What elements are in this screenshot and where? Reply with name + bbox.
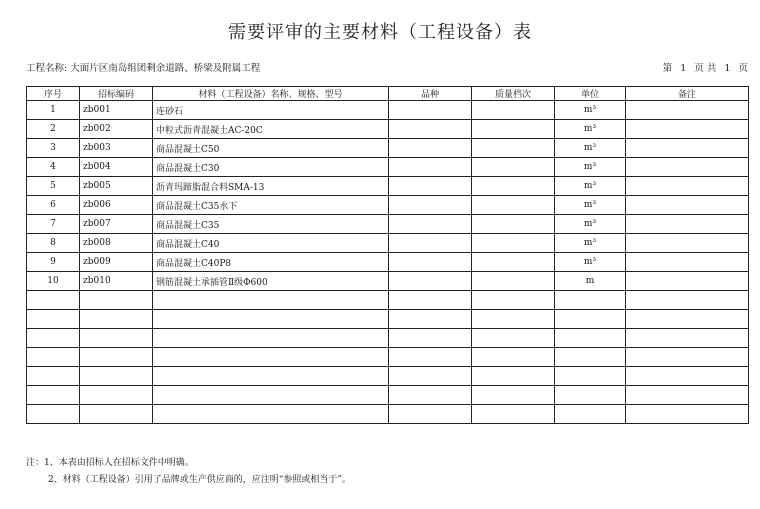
- cell-unit: m³: [555, 253, 626, 272]
- cell-unit: [555, 329, 626, 348]
- cell-no: [27, 348, 80, 367]
- cell-name: 商品混凝土C40P8: [153, 253, 389, 272]
- cell-variety: [389, 234, 472, 253]
- cell-grade: [472, 291, 555, 310]
- table-row: [27, 253, 749, 272]
- cell-no: [27, 367, 80, 386]
- cell-grade: [472, 386, 555, 405]
- cell-code: [80, 386, 153, 405]
- cell-no: 1: [27, 101, 80, 120]
- cell-no: [27, 310, 80, 329]
- cell-name: [153, 310, 389, 329]
- cell-unit: [555, 310, 626, 329]
- cell-remark: [626, 139, 749, 158]
- cell-code: [80, 367, 153, 386]
- page-mid: 页 共: [694, 63, 717, 74]
- col-header-code: 招标编码: [80, 87, 153, 101]
- cell-name: 沥青玛蹄脂混合料SMA-13: [153, 177, 389, 196]
- footnote-1: 注：1、本表由招标人在招标文件中明确。: [26, 458, 194, 468]
- cell-name: 商品混凝土C40: [153, 234, 389, 253]
- page-pre: 第: [662, 63, 673, 74]
- cell-unit: [555, 405, 626, 424]
- cell-remark: [626, 101, 749, 120]
- col-header-grade: 质量档次: [472, 87, 555, 101]
- col-header-unit: 单位: [555, 87, 626, 101]
- cell-remark: [626, 386, 749, 405]
- cell-grade: [472, 367, 555, 386]
- cell-no: 7: [27, 215, 80, 234]
- cell-code: zb002: [80, 120, 153, 139]
- table-row: [27, 139, 749, 158]
- page-post: 页: [738, 63, 748, 74]
- cell-variety: [389, 291, 472, 310]
- cell-unit: m³: [555, 139, 626, 158]
- table-row: [27, 234, 749, 253]
- cell-remark: [626, 158, 749, 177]
- cell-unit: m: [555, 272, 626, 291]
- cell-remark: [626, 291, 749, 310]
- table-row: [27, 310, 749, 329]
- cell-remark: [626, 196, 749, 215]
- cell-name: 商品混凝土C50: [153, 139, 389, 158]
- table-row: [27, 329, 749, 348]
- cell-name: [153, 386, 389, 405]
- cell-no: 10: [27, 272, 80, 291]
- cell-no: 8: [27, 234, 80, 253]
- cell-no: 3: [27, 139, 80, 158]
- table-row: [27, 291, 749, 310]
- cell-remark: [626, 272, 749, 291]
- cell-unit: [555, 291, 626, 310]
- page-number: 1: [680, 63, 687, 74]
- cell-grade: [472, 272, 555, 291]
- cell-variety: [389, 386, 472, 405]
- cell-no: 5: [27, 177, 80, 196]
- cell-name: [153, 329, 389, 348]
- cell-name: 钢筋混凝土承插管Ⅱ级Φ600: [153, 272, 389, 291]
- cell-variety: [389, 196, 472, 215]
- cell-code: zb005: [80, 177, 153, 196]
- cell-grade: [472, 310, 555, 329]
- cell-grade: [472, 139, 555, 158]
- cell-variety: [389, 177, 472, 196]
- cell-variety: [389, 101, 472, 120]
- project-name: 大面片区南岛组团剩余道路、桥梁及附属工程: [70, 63, 261, 74]
- cell-unit: m³: [555, 101, 626, 120]
- project-info: [26, 60, 260, 74]
- cell-remark: [626, 177, 749, 196]
- cell-unit: [555, 386, 626, 405]
- cell-no: [27, 386, 80, 405]
- table-row: [27, 158, 749, 177]
- cell-grade: [472, 348, 555, 367]
- cell-unit: [555, 367, 626, 386]
- table-row: [27, 215, 749, 234]
- table-header-row: [27, 87, 749, 101]
- col-header-name: 材料（工程设备）名称、规格、型号: [153, 87, 389, 101]
- cell-grade: [472, 234, 555, 253]
- cell-no: 9: [27, 253, 80, 272]
- cell-remark: [626, 310, 749, 329]
- cell-remark: [626, 215, 749, 234]
- cell-variety: [389, 329, 472, 348]
- cell-code: [80, 348, 153, 367]
- cell-name: 连砂石: [153, 101, 389, 120]
- cell-variety: [389, 253, 472, 272]
- cell-unit: m³: [555, 158, 626, 177]
- table-row: [27, 367, 749, 386]
- cell-grade: [472, 101, 555, 120]
- cell-name: [153, 291, 389, 310]
- cell-variety: [389, 367, 472, 386]
- col-header-variety: 品种: [389, 87, 472, 101]
- cell-no: 4: [27, 158, 80, 177]
- cell-code: zb001: [80, 101, 153, 120]
- cell-grade: [472, 120, 555, 139]
- cell-unit: m³: [555, 234, 626, 253]
- col-header-remark: 备注: [626, 87, 749, 101]
- cell-remark: [626, 120, 749, 139]
- cell-variety: [389, 348, 472, 367]
- cell-no: [27, 405, 80, 424]
- cell-variety: [389, 272, 472, 291]
- cell-code: [80, 291, 153, 310]
- cell-name: [153, 348, 389, 367]
- cell-code: zb006: [80, 196, 153, 215]
- cell-variety: [389, 310, 472, 329]
- cell-grade: [472, 253, 555, 272]
- footnotes: [26, 455, 351, 489]
- page-total: 1: [724, 63, 731, 74]
- cell-grade: [472, 177, 555, 196]
- cell-remark: [626, 367, 749, 386]
- cell-unit: m³: [555, 177, 626, 196]
- cell-grade: [472, 215, 555, 234]
- materials-table: [26, 86, 749, 424]
- cell-code: zb003: [80, 139, 153, 158]
- cell-code: zb009: [80, 253, 153, 272]
- cell-remark: [626, 348, 749, 367]
- cell-variety: [389, 215, 472, 234]
- cell-unit: m³: [555, 196, 626, 215]
- table-row: [27, 405, 749, 424]
- cell-remark: [626, 234, 749, 253]
- cell-no: 2: [27, 120, 80, 139]
- table-row: [27, 196, 749, 215]
- cell-variety: [389, 120, 472, 139]
- cell-code: zb008: [80, 234, 153, 253]
- cell-code: [80, 329, 153, 348]
- cell-code: zb010: [80, 272, 153, 291]
- table-row: [27, 386, 749, 405]
- cell-name: 中粒式沥青混凝土AC-20C: [153, 120, 389, 139]
- table-row: [27, 272, 749, 291]
- table-row: [27, 177, 749, 196]
- table-row: [27, 120, 749, 139]
- page-counter: [658, 60, 748, 74]
- cell-remark: [626, 405, 749, 424]
- cell-grade: [472, 196, 555, 215]
- cell-remark: [626, 329, 749, 348]
- col-header-no: 序号: [27, 87, 80, 101]
- cell-code: [80, 405, 153, 424]
- cell-grade: [472, 405, 555, 424]
- table-row: [27, 101, 749, 120]
- cell-unit: m³: [555, 120, 626, 139]
- cell-unit: m³: [555, 215, 626, 234]
- cell-no: [27, 329, 80, 348]
- meta-line: [26, 60, 748, 74]
- cell-name: [153, 367, 389, 386]
- document-title: 需要评审的主要材料（工程设备）表: [228, 22, 532, 43]
- footnote-2: 2、材料（工程设备）引用了品牌或生产供应商的，应注明“参照或相当于”。: [48, 475, 351, 485]
- cell-name: 商品混凝土C35水下: [153, 196, 389, 215]
- project-label: 工程名称:: [26, 63, 68, 74]
- cell-variety: [389, 405, 472, 424]
- cell-remark: [626, 253, 749, 272]
- cell-grade: [472, 158, 555, 177]
- cell-variety: [389, 139, 472, 158]
- cell-no: 6: [27, 196, 80, 215]
- cell-name: [153, 405, 389, 424]
- cell-code: zb007: [80, 215, 153, 234]
- table-row: [27, 348, 749, 367]
- cell-variety: [389, 158, 472, 177]
- cell-name: 商品混凝土C35: [153, 215, 389, 234]
- cell-grade: [472, 329, 555, 348]
- cell-name: 商品混凝土C30: [153, 158, 389, 177]
- cell-code: [80, 310, 153, 329]
- cell-no: [27, 291, 80, 310]
- cell-unit: [555, 348, 626, 367]
- cell-code: zb004: [80, 158, 153, 177]
